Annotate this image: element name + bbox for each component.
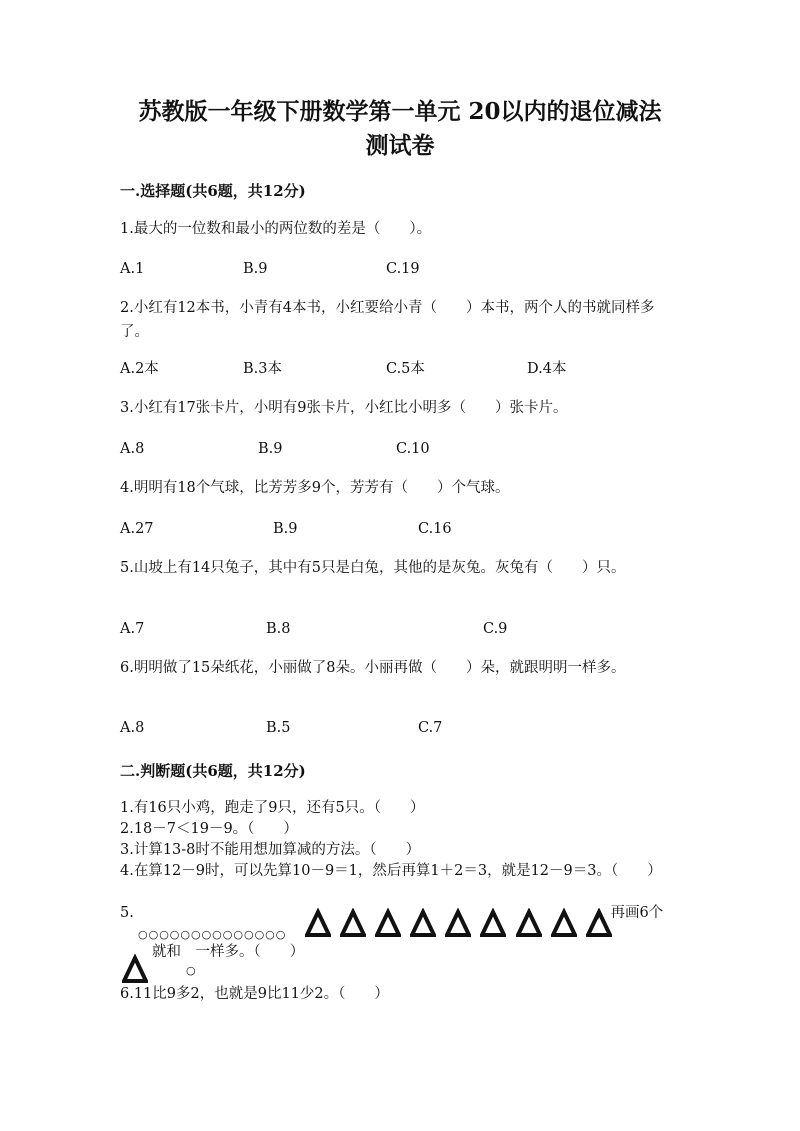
question-2: 2.小红有12本书，小青有4本书，小红要给小青（ ）本书，两个人的书就同样多了。 [120,300,655,340]
page-title: 苏教版一年级下册数学第一单元 20以内的退位减法 [138,98,662,125]
triangle-icon [410,908,436,938]
section-heading-choice: 一.选择题(共6题，共12分) [120,182,306,200]
q6-option-b: B.5 [266,720,291,736]
triangle-icon [445,908,471,938]
q1-option-b: B.9 [243,261,268,277]
question-4: 4.明明有18个气球，比芳芳多9个，芳芳有（ ）个气球。 [120,480,510,496]
triangle-icon [516,908,542,938]
judge-item-5-line2: 就和 一样多。（ ） [152,944,305,960]
judge-item-1: 1.有16只小鸡，跑走了9只，还有5只。（ ） [120,800,425,816]
q2-option-b: B.3本 [243,361,282,377]
question-1: 1.最大的一位数和最小的两位数的差是（ ）。 [120,221,432,237]
q2-option-a: A.2本 [120,361,159,377]
triangle-icon [375,908,401,938]
q4-option-c: C.16 [418,521,452,537]
triangle-icon [480,908,506,938]
q2-option-d: D.4本 [527,361,567,377]
small-circle-icon: ○ [186,964,196,977]
judge-item-6: 6.11比9多2，也就是9比11少2。（ ） [120,986,389,1002]
judge-item-4: 4.在算12－9时，可以先算10－9＝1，然后再算1＋2＝3，就是12－9＝3。（ ） [120,863,662,879]
triangle-icon [551,908,577,938]
q1-option-a: A.1 [120,261,145,277]
judge-item-5-tail: ，再画6个 [596,905,664,921]
q5-option-b: B.8 [266,621,291,637]
triangle-icon [305,908,331,938]
q2-option-c: C.5本 [386,361,425,377]
section-heading-judge: 二.判断题(共6题，共12分) [120,762,306,780]
question-6: 6.明明做了15朵纸花，小丽做了8朵。小丽再做（ ）朵，就跟明明一样多。 [120,660,626,676]
q3-option-c: C.10 [396,441,430,457]
judge-item-2: 2.18－7＜19－9。（ ） [120,821,298,837]
q3-option-b: B.9 [258,441,283,457]
judge-item-5-number: 5. [120,905,134,921]
triangle-icon [340,908,366,938]
question-3: 3.小红有17张卡片，小明有9张卡片，小红比小明多（ ）张卡片。 [120,400,568,416]
q6-option-c: C.7 [418,720,443,736]
triangle-icon [122,954,148,984]
q5-option-c: C.9 [483,621,508,637]
q3-option-a: A.8 [120,441,145,457]
q4-option-b: B.9 [273,521,298,537]
q4-option-a: A.27 [120,521,154,537]
triangle-row [305,908,616,944]
q1-option-c: C.19 [386,261,420,277]
question-5: 5.山坡上有14只兔子，其中有5只是白兔，其他的是灰兔。灰兔有（ ）只。 [120,560,626,576]
q6-option-a: A.8 [120,720,145,736]
q5-option-a: A.7 [120,621,145,637]
judge-item-3: 3.计算13-8时不能用想加算减的方法。（ ） [120,842,421,858]
page-title-line2: 测试卷 [365,132,435,159]
circle-row: ○○○○○○○○○○○○○○ [138,928,287,941]
